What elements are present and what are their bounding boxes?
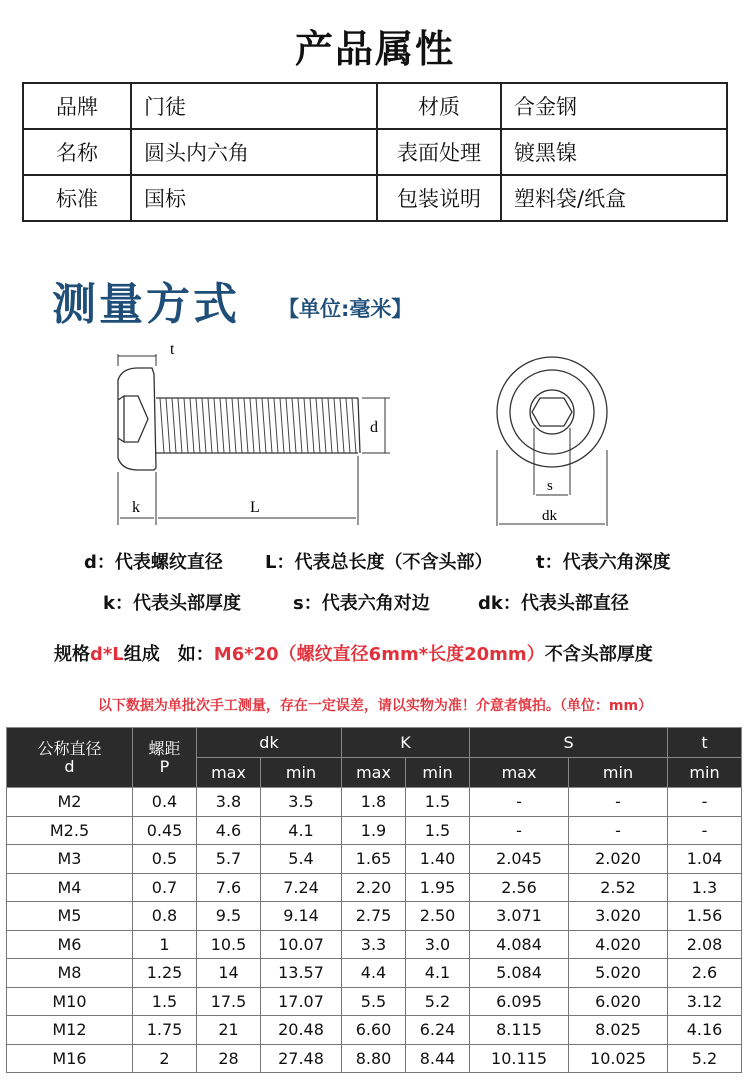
table-cell: 17.07 xyxy=(261,987,342,1016)
thread-line xyxy=(202,398,206,453)
table-cell: 1.95 xyxy=(406,873,470,902)
table-cell: 27.48 xyxy=(261,1044,342,1073)
table-cell: 8.80 xyxy=(342,1044,406,1073)
thread-line xyxy=(310,398,314,453)
prop-key: 材质 xyxy=(377,83,501,129)
table-cell: 9.5 xyxy=(197,902,261,931)
sub-header: max xyxy=(470,758,569,788)
thread-line xyxy=(250,398,254,453)
sub-header: min xyxy=(406,758,470,788)
thread-line xyxy=(352,398,356,453)
thread-line xyxy=(244,398,248,453)
table-cell: 1.9 xyxy=(342,816,406,845)
table-cell: 2.75 xyxy=(342,902,406,931)
legend-d: d：代表螺纹直径 xyxy=(84,552,223,573)
col-header: K xyxy=(342,728,470,758)
table-cell: 4.020 xyxy=(569,930,668,959)
table-cell: 0.5 xyxy=(133,845,197,874)
screw-side-diagram xyxy=(100,340,378,530)
prop-value: 镀黑镍 xyxy=(501,129,727,175)
thread-line xyxy=(298,398,302,453)
table-cell: 5.2 xyxy=(406,987,470,1016)
thread-line xyxy=(208,398,212,453)
table-cell: 2.6 xyxy=(668,959,742,988)
thread-line xyxy=(226,398,230,453)
table-cell: 0.7 xyxy=(133,873,197,902)
thread-line xyxy=(322,398,326,453)
sub-header: max xyxy=(342,758,406,788)
table-cell: M8 xyxy=(7,959,133,988)
dim-s-label: s xyxy=(547,478,553,494)
table-row xyxy=(7,1044,742,1073)
table-row xyxy=(7,930,742,959)
prop-value: 国标 xyxy=(131,175,377,221)
table-cell: 1.56 xyxy=(668,902,742,931)
table-cell: 1.40 xyxy=(406,845,470,874)
product-properties-table xyxy=(22,82,728,222)
thread-line xyxy=(166,398,170,453)
table-cell: 1.5 xyxy=(133,987,197,1016)
prop-row xyxy=(23,83,727,129)
table-cell: 2.50 xyxy=(406,902,470,931)
table-cell: - xyxy=(470,788,569,817)
table-cell: 2.045 xyxy=(470,845,569,874)
table-cell: 4.4 xyxy=(342,959,406,988)
table-cell: 2 xyxy=(133,1044,197,1073)
table-cell: 2.56 xyxy=(470,873,569,902)
spec-line xyxy=(54,640,653,666)
table-cell: 1 xyxy=(133,930,197,959)
prop-key: 表面处理 xyxy=(377,129,501,175)
thread-line xyxy=(286,398,290,453)
col-header-label: 公称直径 xyxy=(37,738,102,758)
table-cell: 1.3 xyxy=(668,873,742,902)
spec-example: M6*20（螺纹直径6mm*长度20mm） xyxy=(213,644,545,665)
table-cell: 5.7 xyxy=(197,845,261,874)
table-cell: 10.025 xyxy=(569,1044,668,1073)
table-cell: - xyxy=(470,816,569,845)
table-cell: M16 xyxy=(7,1044,133,1073)
table-cell: 1.04 xyxy=(668,845,742,874)
thread-line xyxy=(262,398,266,453)
table-cell: M12 xyxy=(7,1016,133,1045)
table-cell: 6.095 xyxy=(470,987,569,1016)
thread-line xyxy=(328,398,332,453)
table-cell: 3.071 xyxy=(470,902,569,931)
table-cell: 5.2 xyxy=(668,1044,742,1073)
thread-line xyxy=(160,398,164,453)
prop-value: 圆头内六角 xyxy=(131,129,377,175)
dim-L-label: L xyxy=(250,499,260,516)
table-cell: 13.57 xyxy=(261,959,342,988)
table-cell: 2.20 xyxy=(342,873,406,902)
prop-key: 品牌 xyxy=(23,83,131,129)
table-cell: 28 xyxy=(197,1044,261,1073)
table-cell: 4.6 xyxy=(197,816,261,845)
table-cell: 0.4 xyxy=(133,788,197,817)
table-cell: 9.14 xyxy=(261,902,342,931)
sub-header: min xyxy=(261,758,342,788)
table-cell: 10.07 xyxy=(261,930,342,959)
size-table xyxy=(6,727,742,1073)
table-cell: 5.084 xyxy=(470,959,569,988)
thread-line xyxy=(316,398,320,453)
table-cell: 2.52 xyxy=(569,873,668,902)
col-header-label: 螺距 xyxy=(148,738,181,758)
table-cell: 6.60 xyxy=(342,1016,406,1045)
legend-k: k：代表头部厚度 xyxy=(103,593,241,614)
measure-title: 测量方式 xyxy=(52,279,240,330)
col-header xyxy=(133,728,197,788)
table-cell: M3 xyxy=(7,845,133,874)
col-header: t xyxy=(668,728,742,758)
prop-key: 名称 xyxy=(23,129,131,175)
sub-header: min xyxy=(668,758,742,788)
table-cell: 20.48 xyxy=(261,1016,342,1045)
table-cell: 7.24 xyxy=(261,873,342,902)
thread-line xyxy=(334,398,338,453)
thread-line xyxy=(346,398,350,453)
table-cell: 10.115 xyxy=(470,1044,569,1073)
table-cell: 5.4 xyxy=(261,845,342,874)
table-row xyxy=(7,788,742,817)
table-cell: 8.115 xyxy=(470,1016,569,1045)
dim-dk-label: dk xyxy=(542,508,557,524)
thread-line xyxy=(178,398,182,453)
screw-top-diagram xyxy=(490,340,615,530)
dim-t-label: t xyxy=(170,341,175,358)
table-cell: 21 xyxy=(197,1016,261,1045)
table-cell: 1.8 xyxy=(342,788,406,817)
table-cell: 4.084 xyxy=(470,930,569,959)
col-header xyxy=(7,728,133,788)
table-cell: 3.0 xyxy=(406,930,470,959)
table-cell: - xyxy=(668,788,742,817)
col-header-label: P xyxy=(159,756,170,776)
prop-value: 合金钢 xyxy=(501,83,727,129)
table-cell: 4.1 xyxy=(406,959,470,988)
table-row xyxy=(7,1016,742,1045)
table-cell: 6.020 xyxy=(569,987,668,1016)
dim-d-label: d xyxy=(370,419,378,436)
table-cell: - xyxy=(569,788,668,817)
table-cell: 1.75 xyxy=(133,1016,197,1045)
sub-header: max xyxy=(197,758,261,788)
table-row xyxy=(7,873,742,902)
table-cell: - xyxy=(668,816,742,845)
table-cell: - xyxy=(569,816,668,845)
prop-value: 塑料袋/纸盒 xyxy=(501,175,727,221)
table-cell: M2.5 xyxy=(7,816,133,845)
table-cell: 0.8 xyxy=(133,902,197,931)
thread-line xyxy=(220,398,224,453)
table-cell: 10.5 xyxy=(197,930,261,959)
table-row xyxy=(7,845,742,874)
col-header-label: d xyxy=(64,756,75,776)
spec-text: 规格 xyxy=(54,644,90,665)
spec-text: 不含头部厚度 xyxy=(544,644,653,665)
table-cell: 8.44 xyxy=(406,1044,470,1073)
table-cell: M4 xyxy=(7,873,133,902)
prop-key: 包装说明 xyxy=(377,175,501,221)
thread-line xyxy=(256,398,260,453)
table-row xyxy=(7,987,742,1016)
thread-line xyxy=(232,398,236,453)
thread-line xyxy=(274,398,278,453)
legend-dk: dk：代表头部直径 xyxy=(478,593,629,614)
legend-s: s：代表六角对边 xyxy=(293,593,430,614)
table-row xyxy=(7,816,742,845)
table-cell: 4.1 xyxy=(261,816,342,845)
page-title: 产品属性 xyxy=(294,27,455,71)
prop-key: 标准 xyxy=(23,175,131,221)
table-cell: 14 xyxy=(197,959,261,988)
col-header: S xyxy=(470,728,668,758)
measure-unit: 【单位:毫米】 xyxy=(278,297,413,321)
table-cell: M2 xyxy=(7,788,133,817)
measurement-note: 以下数据为单批次手工测量，存在一定误差，请以实物为准！介意者慎拍。（单位：mm） xyxy=(97,698,653,714)
table-cell: 2.08 xyxy=(668,930,742,959)
thread-line xyxy=(292,398,296,453)
table-cell: 1.5 xyxy=(406,816,470,845)
table-cell: M5 xyxy=(7,902,133,931)
table-cell: 8.025 xyxy=(569,1016,668,1045)
table-cell: 3.5 xyxy=(261,788,342,817)
prop-row xyxy=(23,175,727,221)
prop-value: 门徒 xyxy=(131,83,377,129)
thread-line xyxy=(196,398,200,453)
table-row xyxy=(7,902,742,931)
sub-header: min xyxy=(569,758,668,788)
thread-line xyxy=(340,398,344,453)
table-cell: 1.25 xyxy=(133,959,197,988)
col-header: dk xyxy=(197,728,342,758)
table-cell: M6 xyxy=(7,930,133,959)
legend-L: L：代表总长度（不含头部） xyxy=(265,552,493,573)
thread-line xyxy=(304,398,308,453)
table-cell: 2.020 xyxy=(569,845,668,874)
table-cell: 5.5 xyxy=(342,987,406,1016)
thread-line xyxy=(214,398,218,453)
table-cell: 1.65 xyxy=(342,845,406,874)
table-cell: 3.12 xyxy=(668,987,742,1016)
spec-text: 组成 如： xyxy=(123,644,214,665)
table-row xyxy=(7,959,742,988)
table-cell: 3.8 xyxy=(197,788,261,817)
table-cell: 7.6 xyxy=(197,873,261,902)
legend-t: t：代表六角深度 xyxy=(536,552,671,573)
dim-k-label: k xyxy=(132,499,140,516)
table-cell: 17.5 xyxy=(197,987,261,1016)
thread-line xyxy=(184,398,188,453)
table-cell: 5.020 xyxy=(569,959,668,988)
thread-line xyxy=(190,398,194,453)
prop-row xyxy=(23,129,727,175)
table-cell: 4.16 xyxy=(668,1016,742,1045)
thread-line xyxy=(268,398,272,453)
table-cell: 3.020 xyxy=(569,902,668,931)
table-cell: 6.24 xyxy=(406,1016,470,1045)
thread-line xyxy=(238,398,242,453)
table-cell: 1.5 xyxy=(406,788,470,817)
table-cell: 3.3 xyxy=(342,930,406,959)
table-cell: M10 xyxy=(7,987,133,1016)
thread-line xyxy=(172,398,176,453)
thread-line xyxy=(280,398,284,453)
table-cell: 0.45 xyxy=(133,816,197,845)
spec-text: d*L xyxy=(90,644,124,665)
